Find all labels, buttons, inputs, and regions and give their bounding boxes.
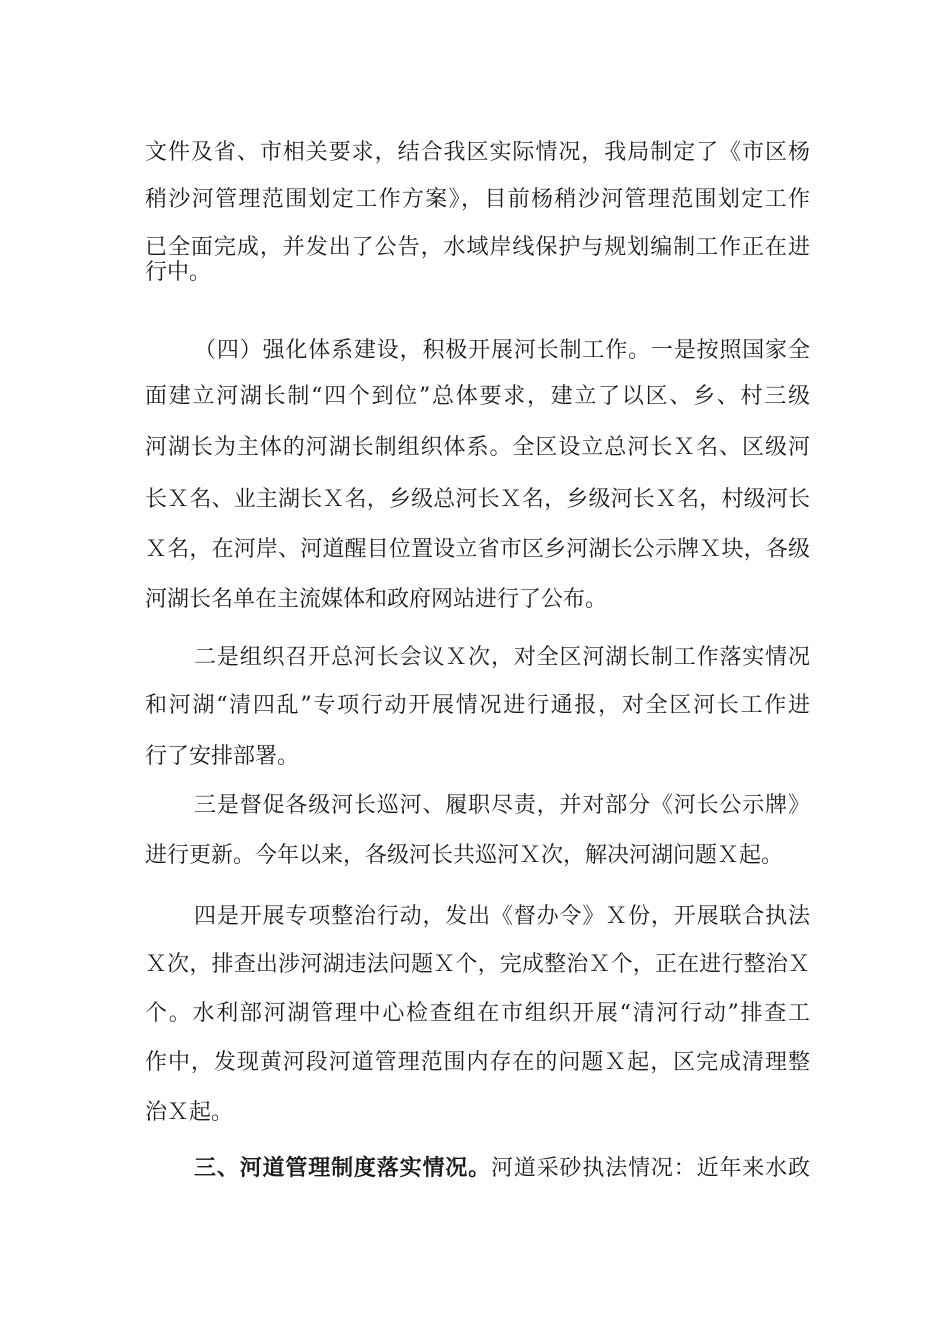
paragraph-2-line-5: Ｘ名，在河岸、河道醒目位置设立省市区乡河湖长公示牌Ｘ块，各级	[145, 537, 810, 562]
paragraph-5-line-4: 作中，发现黄河段河道管理范围内存在的问题Ｘ起，区完成清理整	[145, 1050, 810, 1075]
paragraph-1-line-4: 行中。	[145, 260, 212, 285]
paragraph-1-line-3: 已全面完成，并发出了公告，水域岸线保护与规划编制工作正在进	[145, 235, 810, 260]
paragraph-4-line-1: 三是督促各级河长巡河、履职尽责，并对部分《河长公示牌》	[194, 793, 810, 818]
paragraph-3-line-2: 和河湖“清四乱”专项行动开展情况进行通报，对全区河长工作进	[145, 693, 810, 718]
paragraph-1-line-2: 稍沙河管理范围划定工作方案》，目前杨稍沙河管理范围划定工作	[145, 187, 810, 212]
paragraph-4-line-2: 进行更新。今年以来，各级河长共巡河Ｘ次，解决河湖问题Ｘ起。	[145, 843, 784, 868]
paragraph-5-line-5: 治Ｘ起。	[145, 1100, 234, 1125]
paragraph-5-line-3: 个。水利部河湖管理中心检查组在市组织开展“清河行动”排查工	[145, 1001, 810, 1026]
paragraph-1-line-1: 文件及省、市相关要求，结合我区实际情况，我局制定了《市区杨	[145, 140, 810, 165]
paragraph-2-line-2: 面建立河湖长制“四个到位”总体要求，建立了以区、乡、村三级	[145, 384, 810, 409]
paragraph-2-line-4: 长Ｘ名、业主湖长Ｘ名，乡级总河长Ｘ名，乡级河长Ｘ名，村级河长	[145, 487, 810, 512]
section-heading-rest: 河道采砂执法情况：近年来水政	[491, 1156, 810, 1181]
paragraph-2-line-1: （四）强化体系建设，积极开展河长制工作。一是按照国家全	[194, 338, 810, 363]
section-heading-line	[194, 1148, 810, 1188]
paragraph-5-line-2: Ｘ次，排查出涉河湖违法问题Ｘ个，完成整治Ｘ个，正在进行整治Ｘ	[145, 952, 810, 977]
paragraph-5-line-1: 四是开展专项整治行动，发出《督办令》Ｘ份，开展联合执法	[194, 904, 810, 929]
paragraph-2-line-3: 河湖长为主体的河湖长制组织体系。全区设立总河长Ｘ名、区级河	[145, 435, 810, 460]
section-heading: 三、河道管理制度落实情况。	[194, 1155, 491, 1181]
paragraph-3-line-1: 二是组织召开总河长会议Ｘ次，对全区河湖长制工作落实情况	[194, 645, 810, 670]
paragraph-3-line-3: 行了安排部署。	[145, 744, 300, 769]
paragraph-2-line-6: 河湖长名单在主流媒体和政府网站进行了公布。	[145, 587, 608, 612]
